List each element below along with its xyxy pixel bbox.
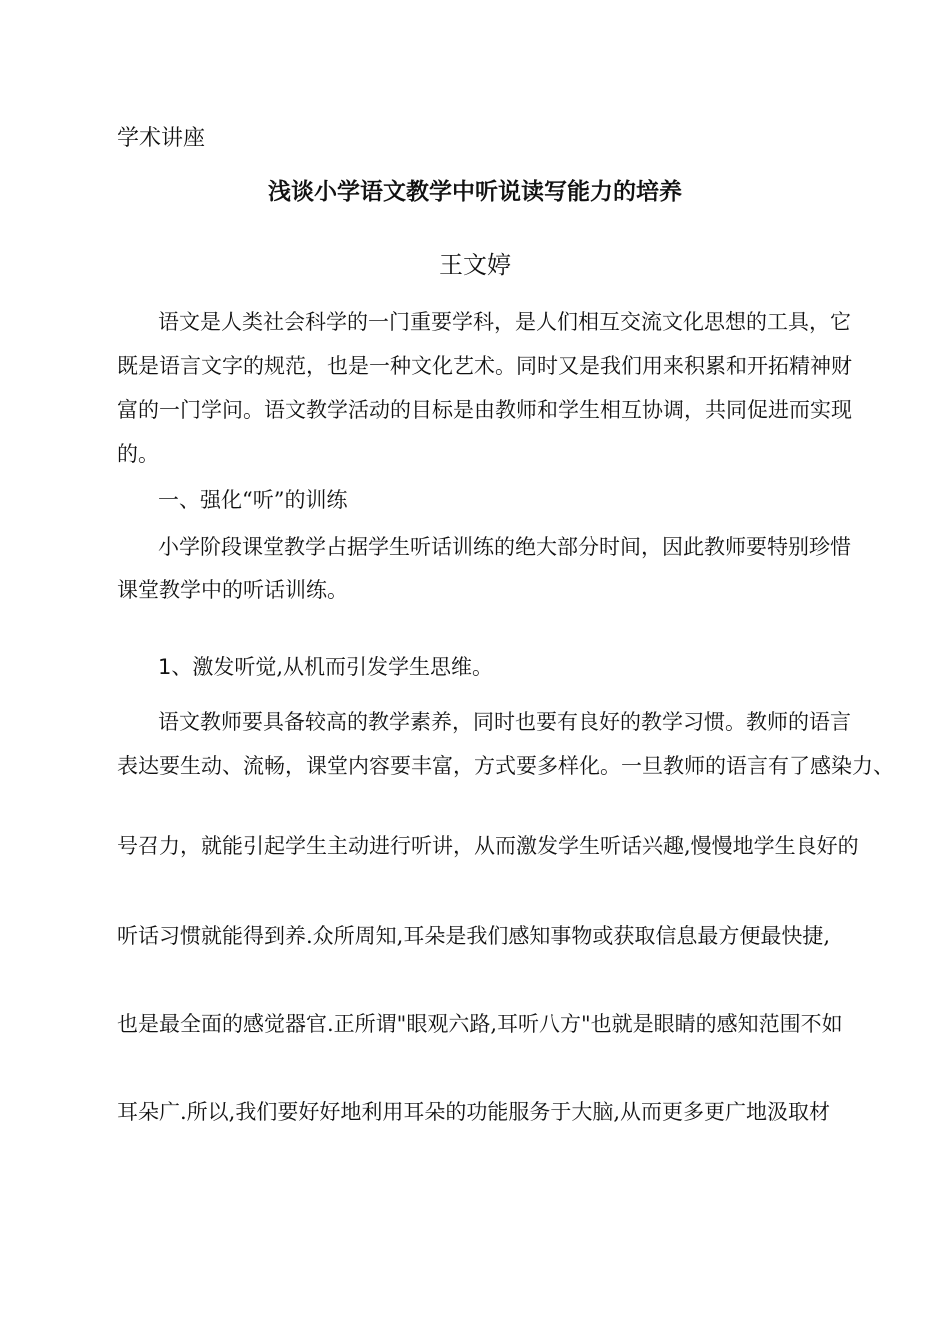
paragraph-line: 耳朵广.所以,我们要好好地利用耳朵的功能服务于大脑,从而更多更广地汲取材 [117,1100,831,1124]
author-name: 王文婷 [439,251,511,279]
paragraph-line: 的。 [117,442,159,466]
section-label: 学术讲座 [117,126,206,151]
article-title: 浅谈小学语文教学中听说读写能力的培养 [268,178,682,205]
paragraph-line: 课堂教学中的听话训练。 [117,578,348,602]
paragraph-line: 语文教师要具备较高的教学素养，同时也要有良好的教学习惯。教师的语言 [158,710,851,734]
paragraph-line: 既是语言文字的规范，也是一种文化艺术。同时又是我们用来积累和开拓精神财 [117,354,852,378]
paragraph-line: 号召力，就能引起学生主动进行听讲，从而激发学生听话兴趣,慢慢地学生良好的 [117,834,859,858]
subheading-number: 1 [158,655,172,679]
paragraph-line: 也是最全面的感觉器官.正所谓"眼观六路,耳听八方"也就是眼睛的感知范围不如 [117,1012,843,1036]
paragraph-line: 听话习惯就能得到养.众所周知,耳朵是我们感知事物或获取信息最方便最快捷, [117,924,831,948]
subheading [158,655,493,680]
paragraph-line: 富的一门学问。语文教学活动的目标是由教师和学生相互协调，共同促进而实现 [117,398,852,422]
section-heading: 一、强化“听”的训练 [158,488,348,512]
paragraph-line: 表达要生动、流畅，课堂内容要丰富，方式要多样化。一旦教师的语言有了感染力、 [117,754,894,778]
paragraph-line: 语文是人类社会科学的一门重要学科，是人们相互交流文化思想的工具，它 [158,310,851,334]
subheading-text: 、激发听觉,从机而引发学生思维。 [171,655,494,679]
paragraph-line: 小学阶段课堂教学占据学生听话训练的绝大部分时间，因此教师要特别珍惜 [158,535,851,559]
